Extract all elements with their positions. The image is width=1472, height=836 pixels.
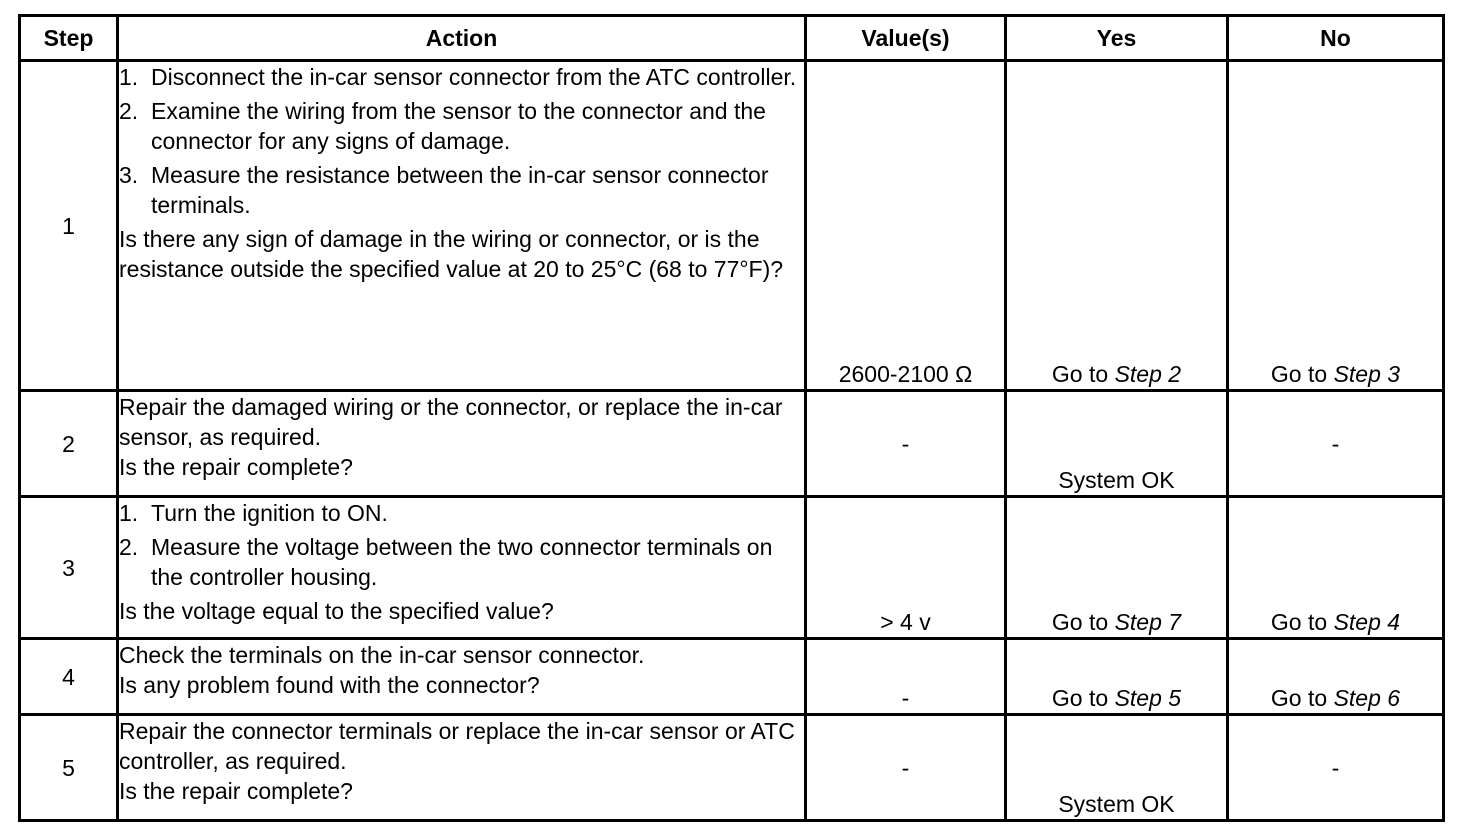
header-values: Value(s)	[806, 16, 1006, 61]
header-step: Step	[20, 16, 118, 61]
value-cell: > 4 v	[806, 497, 1006, 639]
step-number: 1	[20, 61, 118, 391]
yes-cell: System OK	[1006, 715, 1228, 821]
table-row-step-1	[20, 61, 1444, 391]
value-cell: -	[806, 715, 1006, 821]
action-list	[119, 62, 804, 220]
header-no: No	[1228, 16, 1444, 61]
no-cell: Go to Step 3	[1228, 61, 1444, 391]
yes-cell: Go to Step 2	[1006, 61, 1228, 391]
action-cell	[118, 639, 806, 715]
question-text: Is the repair complete?	[119, 454, 353, 480]
step-link: Step 3	[1333, 361, 1401, 387]
list-item: 1. Disconnect the in-car sensor connector from the ATC controller.	[119, 64, 797, 90]
yes-cell: System OK	[1006, 391, 1228, 497]
step-number: 4	[20, 639, 118, 715]
no-cell: Go to Step 4	[1228, 497, 1444, 639]
action-text: Check the terminals on the in-car sensor connector.	[119, 642, 645, 668]
value-cell: 2600-2100 Ω	[806, 61, 1006, 391]
value-cell: -	[806, 391, 1006, 497]
question-text: Is there any sign of damage in the wiring or connector, or is the resistance outside the specified value at 20 to 25°C (68 to 77°F)?	[119, 226, 784, 282]
action-text: Repair the connector terminals or replace the in-car sensor or ATC controller, as required.	[119, 718, 795, 774]
yes-cell: Go to Step 5	[1006, 639, 1228, 715]
yes-cell: Go to Step 7	[1006, 497, 1228, 639]
table-row-step-2	[20, 391, 1444, 497]
step-number: 2	[20, 391, 118, 497]
step-link: Step 6	[1333, 685, 1401, 711]
step-link: Step 2	[1114, 361, 1182, 387]
list-item: 1. Turn the ignition to ON.	[119, 500, 388, 526]
action-text: Repair the damaged wiring or the connector, or replace the in-car sensor, as required.	[119, 394, 783, 450]
diagnostic-table	[18, 14, 1445, 822]
header-action: Action	[118, 16, 806, 61]
step-link: Step 5	[1114, 685, 1182, 711]
no-cell: -	[1228, 715, 1444, 821]
table-row-step-4	[20, 639, 1444, 715]
action-cell	[118, 61, 806, 391]
question-text: Is the voltage equal to the specified value?	[119, 598, 554, 624]
list-item: 3. Measure the resistance between the in-car sensor connector terminals.	[119, 162, 769, 218]
header-yes: Yes	[1006, 16, 1228, 61]
action-list	[119, 498, 804, 592]
table-row-step-5	[20, 715, 1444, 821]
action-cell	[118, 715, 806, 821]
list-item: 2. Examine the wiring from the sensor to the connector and the connector for any signs of damage.	[119, 98, 766, 154]
list-item: 2. Measure the voltage between the two connector terminals on the controller housing.	[119, 534, 773, 590]
header-row	[20, 16, 1444, 61]
step-number: 5	[20, 715, 118, 821]
action-cell	[118, 391, 806, 497]
step-number: 3	[20, 497, 118, 639]
no-cell: -	[1228, 391, 1444, 497]
step-link: Step 7	[1114, 609, 1182, 635]
action-cell	[118, 497, 806, 639]
value-cell: -	[806, 639, 1006, 715]
step-link: Step 4	[1333, 609, 1401, 635]
question-text: Is any problem found with the connector?	[119, 672, 540, 698]
table-row-step-3	[20, 497, 1444, 639]
question-text: Is the repair complete?	[119, 778, 353, 804]
no-cell: Go to Step 6	[1228, 639, 1444, 715]
